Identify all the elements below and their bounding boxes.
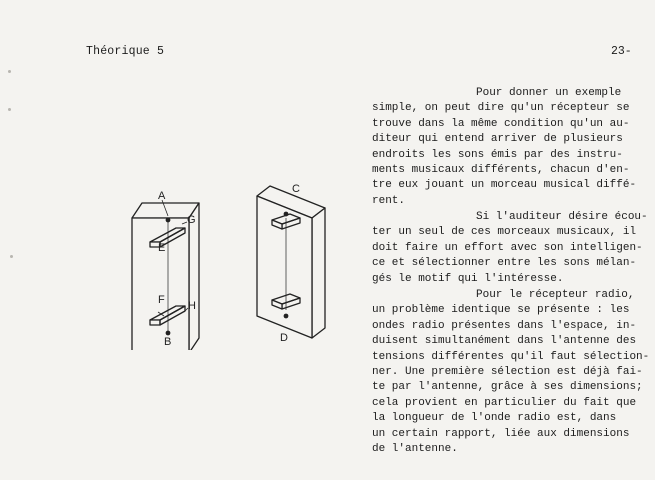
paragraph-line: la longueur de l'onde radio est, dans	[372, 412, 617, 425]
paragraph-line: duisent simultanément dans l'antenne des	[372, 335, 637, 348]
figure-label-a: A	[158, 190, 166, 202]
figure-label-f: F	[158, 294, 165, 306]
terminal-d	[284, 314, 289, 319]
figure-label-g: G	[187, 214, 196, 226]
terminal-c	[284, 212, 289, 217]
figure-label-c: C	[292, 183, 300, 195]
paragraph-line: tensions différentes qu'il faut sélection-	[372, 350, 650, 363]
figure-label-d: D	[280, 332, 288, 344]
paragraph-line: gés le motif qui l'intéresse.	[372, 272, 564, 285]
chapter-heading: Théorique 5	[86, 45, 165, 58]
paragraph-line: endroits les sons émis par des instru-	[372, 148, 623, 161]
paragraph-line: un certain rapport, liée aux dimensions	[372, 427, 630, 440]
paragraph-line: cela provient en particulier du fait que	[372, 396, 637, 409]
paragraph-line: Si l'auditeur désire écou-	[476, 211, 648, 223]
paragraph-line: ner. Une première sélection est déjà fai-	[372, 366, 643, 379]
figure-label-e: E	[158, 242, 166, 254]
paragraph-line: ondes radio présentes dans l'espace, in-	[372, 319, 637, 332]
paragraph-line: ce et sélectionner entre les sons mélan-	[372, 257, 637, 270]
figure-label-h: H	[188, 300, 196, 312]
paragraph-line: ter un seul de ces morceaux musicaux, il	[372, 226, 637, 239]
paragraph-line: tre eux jouant un morceau musical diffé-	[372, 179, 637, 192]
terminal-a	[166, 218, 171, 223]
paragraph-line: te par l'antenne, grâce à ses dimensions;	[372, 381, 643, 394]
scan-speck	[8, 70, 11, 73]
scan-speck	[8, 108, 11, 111]
paragraph-line: simple, on peut dire qu'un récepteur se	[372, 102, 630, 115]
paragraph-line: trouve dans la même condition qu'un au-	[372, 117, 630, 130]
paragraph-line: doit faire un effort avec son intelligen-	[372, 241, 643, 254]
scan-speck	[10, 255, 13, 258]
terminal-b	[166, 331, 171, 336]
antenna-frames-drawing	[120, 180, 340, 350]
antenna-figure	[120, 180, 340, 350]
paragraph-example	[372, 86, 654, 209]
paragraph-line: Pour donner un exemple	[476, 87, 622, 99]
page-number: 23-	[611, 45, 632, 58]
paragraph-line: rent.	[372, 194, 406, 207]
paragraph-line: un problème identique se présente : les	[372, 304, 630, 317]
paragraph-line: diteur qui entend arriver de plusieurs	[372, 133, 623, 146]
paragraph-line: Pour le récepteur radio,	[476, 289, 635, 301]
figure-label-b: B	[164, 336, 172, 348]
paragraph-receiver	[372, 288, 654, 457]
right-frame-side-face	[312, 208, 325, 338]
paragraph-listener	[372, 210, 654, 287]
paragraph-line: de l'antenne.	[372, 443, 458, 456]
paragraph-line: ments musicaux différents, chacun d'en-	[372, 164, 630, 177]
